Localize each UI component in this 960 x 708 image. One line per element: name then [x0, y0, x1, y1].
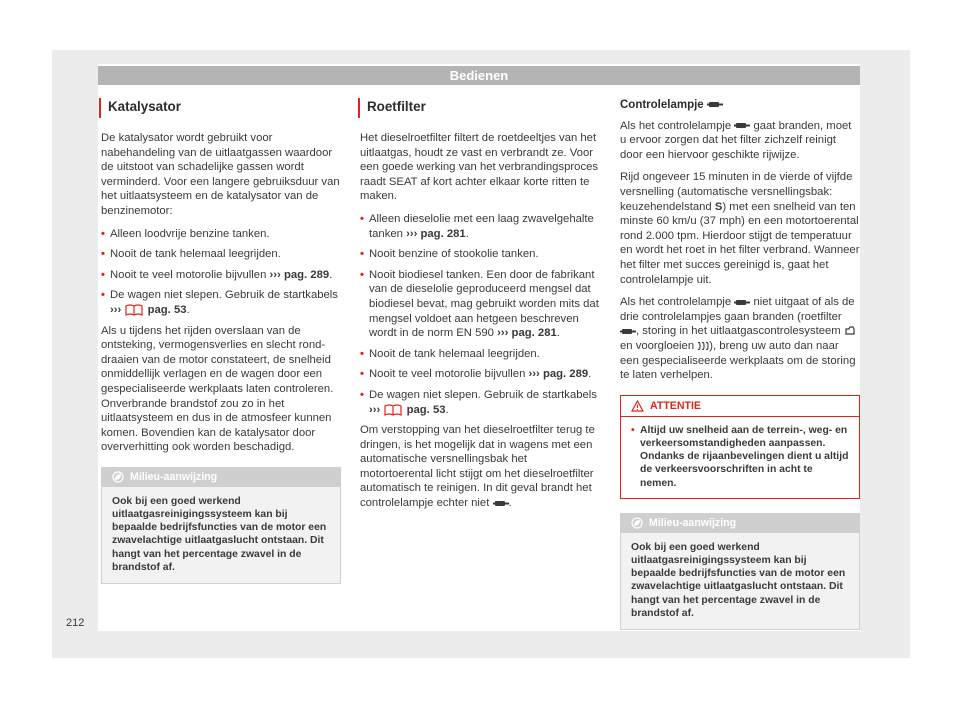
list-item: • De wagen niet slepen. Gebruik de startkabels ››› pag. 53.: [360, 388, 597, 416]
right-column: [620, 98, 860, 630]
list-item: • Altijd uw snelheid aan de terrein-, weg- en verkeersomstandigheden aanpassen. Ondanks de rijaanbevelingen dient u altijd de verkeersvoorschriften in acht te nemen.: [631, 424, 849, 489]
bullet-icon: •: [360, 248, 364, 261]
list-item: • Nooit biodiesel tanken. Een door de fabrikant van de dieselolie geproduceerd mengsel dat biodiesel bevat, mag gebruikt worden mits dat mengsel voldoet aan hetgeen beschreven wordt in de norm EN 590 ››› pag. 281.: [360, 268, 599, 340]
environment-note-header: Milieu-aanwijzing: [621, 514, 859, 533]
list-item: • Alleen dieselolie met een laag zwavelgehalte tanken ››› pag. 281.: [360, 212, 594, 240]
bullet-icon: •: [360, 212, 364, 225]
book-icon: [124, 304, 144, 316]
environment-note: [620, 513, 860, 630]
book-icon: [383, 404, 403, 416]
bullet-icon: •: [631, 424, 635, 436]
middle-column: [360, 98, 600, 519]
particulate-filter-icon: [620, 327, 636, 336]
body-text: Als u tijdens het rijden overslaan van de ontsteking, vermogensverlies en slecht rond-draaien van de motor constateert, de snelheid onmiddellijk verlagen en de wagen door een gespecialiseerde werkplaats laten controleren. Onverbrande brandstof zou zo in het uitlaatsysteem en dus in de atmosfeer kunnen komen. Bovendien kan de katalysator door oververhitting ook worden beschadigd.: [101, 324, 334, 454]
page-reference-link[interactable]: ››› pag. 289: [528, 368, 589, 381]
page-reference-link[interactable]: ››› pag. 281: [497, 327, 557, 340]
page-reference-link[interactable]: ››› pag. 289: [269, 268, 330, 281]
page-reference-link[interactable]: ››› pag. 281: [406, 227, 466, 240]
page-number: 212: [66, 617, 85, 629]
bullet-icon: •: [360, 268, 364, 281]
bullet-icon: •: [360, 388, 364, 401]
list-item: • Alleen loodvrije benzine tanken.: [101, 227, 270, 240]
bullet-icon: •: [101, 227, 105, 240]
glow-plug-icon: [697, 341, 709, 351]
list-item: • Nooit te veel motorolie bijvullen ››› pag. 289.: [101, 268, 333, 281]
particulate-filter-icon: [493, 499, 509, 508]
left-column: [101, 98, 341, 584]
particulate-filter-icon: [734, 121, 750, 130]
bullet-icon: •: [101, 268, 105, 281]
emission-control-icon: [844, 326, 856, 336]
paragraph-1: Als het controlelampje gaat branden, moet u ervoor zorgen dat het filter zichzelf reinigt door een hiervoor geschikte rijwijze.: [620, 119, 852, 161]
page-reference-link[interactable]: ››› pag. 53: [369, 403, 446, 416]
page-reference-link[interactable]: ››› pag. 53: [110, 303, 187, 316]
list-item: • Nooit de tank helemaal leegrijden.: [360, 347, 540, 360]
environment-note-header: Milieu-aanwijzing: [102, 468, 340, 487]
environment-note-text: Ook bij een goed werkend uitlaatgasreinigingssysteem kan bij bepaalde bedrijfsfuncties van de motor een zwavelachtige uitlaatgaslucht ontstaan. Dit hangt van het percentage zwavel in de brandstof af.: [631, 541, 846, 619]
particulate-filter-icon: [734, 298, 750, 307]
list-item: • Nooit te veel motorolie bijvullen ››› pag. 289.: [360, 368, 592, 381]
environment-note: [101, 467, 341, 584]
bullet-icon: •: [360, 347, 364, 360]
bullet-icon: •: [360, 368, 364, 381]
warning-box-header: ATTENTIE: [621, 396, 859, 417]
intro-text: Het dieselroetfilter filtert de roetdeeltjes van het uitlaatgas, houdt ze vast en verbrandt ze. Voor een goede werking van het verbrandingsproces raadt SEAT af kort achter elkaar korte ritten te maken.: [360, 132, 599, 203]
leaf-icon: [112, 471, 124, 483]
particulate-filter-icon: [707, 100, 723, 109]
heading-katalysator: Katalysator: [99, 98, 341, 118]
bullet-icon: •: [101, 289, 105, 302]
environment-note-text: Ook bij een goed werkend uitlaatgasreinigingssysteem kan bij bepaalde bedrijfsfuncties van de motor een zwavelachtige uitlaatgaslucht ontstaan. Dit hangt van het percentage zwavel in de brandstof af.: [112, 495, 327, 573]
paragraph-2: Rijd ongeveer 15 minuten in de vierde of vijfde versnelling (automatische versnellingsbak: keuzehendelstand S) met een snelheid van ten minste 60 km/u (37 mph) en een motortoerental rond 2.000 tpm. Hierdoor stijgt de temperatuur en wordt het roet in het filter verbrand. Wanneer het filter met succes gereinigd is, gaat het controlelampje uit.: [620, 171, 860, 286]
section-header: Bedienen: [98, 66, 860, 85]
heading-controlelampje: Controlelampje: [620, 98, 860, 113]
body-text: Om verstopping van het dieselroetfilter terug te dringen, is het mogelijk dat in wagens met een automatische versnellingsbak het motortoerental licht stijgt om het dieselroetfilter automatisch te reinigen. In dit geval brandt het controlelampje echter niet .: [360, 424, 595, 510]
paragraph-3: Als het controlelampje niet uitgaat of als de drie controlelampjes gaan branden (roetfilter , storing in het uitlaatgascontrolesysteem en voorgloeien ), breng uw auto dan naar een gespecialiseerde werkplaats om de storing te laten verhelpen.: [620, 296, 856, 382]
warning-triangle-icon: [631, 400, 644, 412]
list-item: • Nooit de tank helemaal leegrijden.: [101, 248, 281, 261]
bullet-icon: •: [101, 248, 105, 261]
heading-roetfilter: Roetfilter: [358, 98, 600, 118]
leaf-icon: [631, 517, 643, 529]
warning-box: [620, 395, 860, 499]
list-item: • Nooit benzine of stookolie tanken.: [360, 248, 539, 261]
intro-text: De katalysator wordt gebruikt voor nabehandeling van de uitlaatgassen waardoor de uitstoot van schadelijke gassen wordt verminderd. Voor een langere gebruiksduur van het uitlaatsysteem en de katalysator van de benzinemotor:: [101, 132, 340, 217]
list-item: • De wagen niet slepen. Gebruik de startkabels ››› pag. 53.: [101, 289, 338, 316]
